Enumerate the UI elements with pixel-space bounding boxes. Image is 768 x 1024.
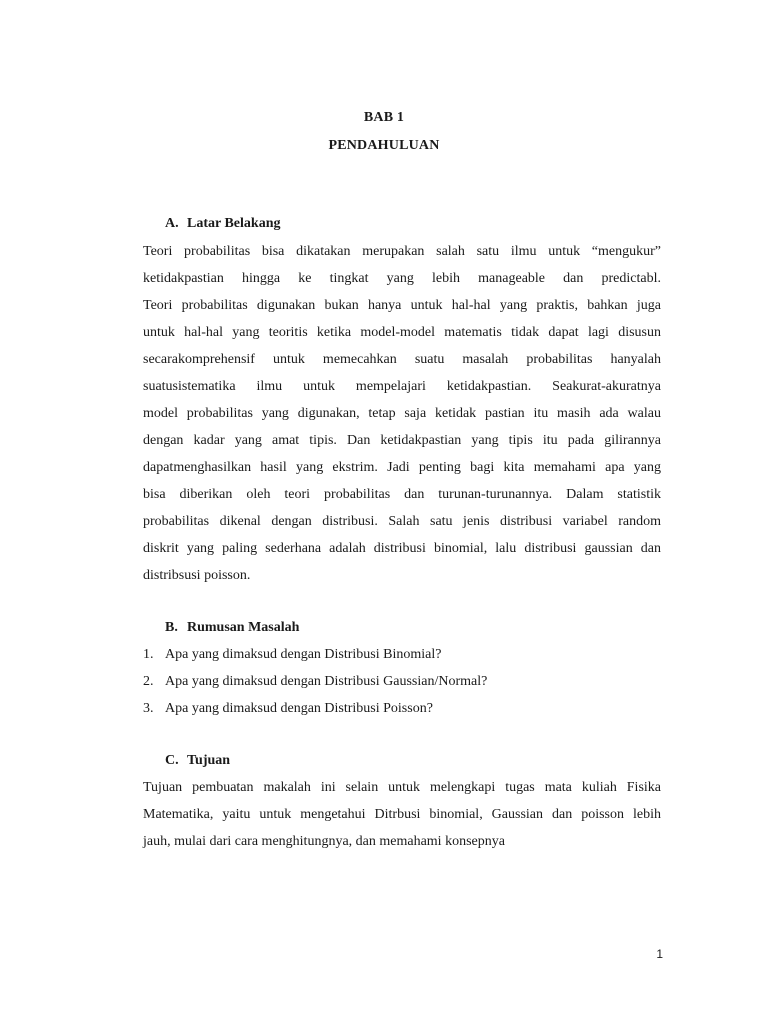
page-number: 1 <box>656 947 663 961</box>
list-item <box>143 695 661 722</box>
section-heading-tujuan <box>165 753 230 769</box>
section-heading-latar-belakang <box>165 216 280 232</box>
paragraph-line: jauh, mulai dari cara menghitungnya, dan memahami konsepnya <box>143 834 505 849</box>
chapter-title: PENDAHULUAN <box>328 138 440 153</box>
paragraph-line: Teori probabilitas bisa dikatakan merupakan salah satu ilmu untuk “mengukur” <box>143 244 661 259</box>
section-title: Latar Belakang <box>187 216 281 231</box>
section-heading-rumusan-masalah <box>165 620 299 636</box>
paragraph-line: untuk hal-hal yang teoritis ketika model-model matematis tidak dapat lagi disusun <box>143 325 661 340</box>
paragraph-line: Tujuan pembuatan makalah ini selain untuk melengkapi tugas mata kuliah Fisika <box>143 780 661 795</box>
list-item <box>143 668 661 695</box>
list-item <box>143 641 661 668</box>
paragraph-line: dengan kadar yang amat tipis. Dan ketidakpastian yang tipis itu pada gilirannya <box>143 433 661 448</box>
list-number: 1. <box>143 647 154 662</box>
paragraph-line: diskrit yang paling sederhana adalah distribusi binomial, lalu distribusi gaussian dan <box>143 541 661 556</box>
paragraph-line: bisa diberikan oleh teori probabilitas dan turunan-turunannya. Dalam statistik <box>143 487 661 502</box>
section-title: Tujuan <box>187 753 231 768</box>
list-text: Apa yang dimaksud dengan Distribusi Binomial? <box>165 647 442 662</box>
paragraph-latar-belakang <box>143 238 661 589</box>
paragraph-tujuan <box>143 774 661 855</box>
paragraph-line: suatusistematika ilmu untuk mempelajari ketidakpastian. Seakurat-akuratnya <box>143 379 661 394</box>
section-letter: C. <box>165 753 179 768</box>
list-text: Apa yang dimaksud dengan Distribusi Poisson? <box>165 701 433 716</box>
paragraph-line: distribsusi poisson. <box>143 568 251 583</box>
list-number: 3. <box>143 701 154 716</box>
paragraph-line: probabilitas dikenal dengan distribusi. Salah satu jenis distribusi variabel random <box>143 514 661 529</box>
section-title: Rumusan Masalah <box>187 620 300 635</box>
chapter-number: BAB 1 <box>363 110 405 125</box>
list-text: Apa yang dimaksud dengan Distribusi Gaussian/Normal? <box>165 674 488 689</box>
section-letter: A. <box>165 216 179 231</box>
paragraph-line: Matematika, yaitu untuk mengetahui Ditrbusi binomial, Gaussian dan poisson lebih <box>143 807 661 822</box>
paragraph-line: Teori probabilitas digunakan bukan hanya untuk hal-hal yang praktis, bahkan juga <box>143 298 661 313</box>
paragraph-line: model probabilitas yang digunakan, tetap saja ketidak pastian itu masih ada walau <box>143 406 661 421</box>
paragraph-line: secarakomprehensif untuk memecahkan suatu masalah probabilitas hanyalah <box>143 352 661 367</box>
list-number: 2. <box>143 674 154 689</box>
paragraph-line: dapatmenghasilkan hasil yang ekstrim. Jadi penting bagi kita memahami apa yang <box>143 460 661 475</box>
problem-list <box>143 641 661 722</box>
section-letter: B. <box>165 620 178 635</box>
paragraph-line: ketidakpastian hingga ke tingkat yang lebih manageable dan predictabl. <box>143 271 661 286</box>
